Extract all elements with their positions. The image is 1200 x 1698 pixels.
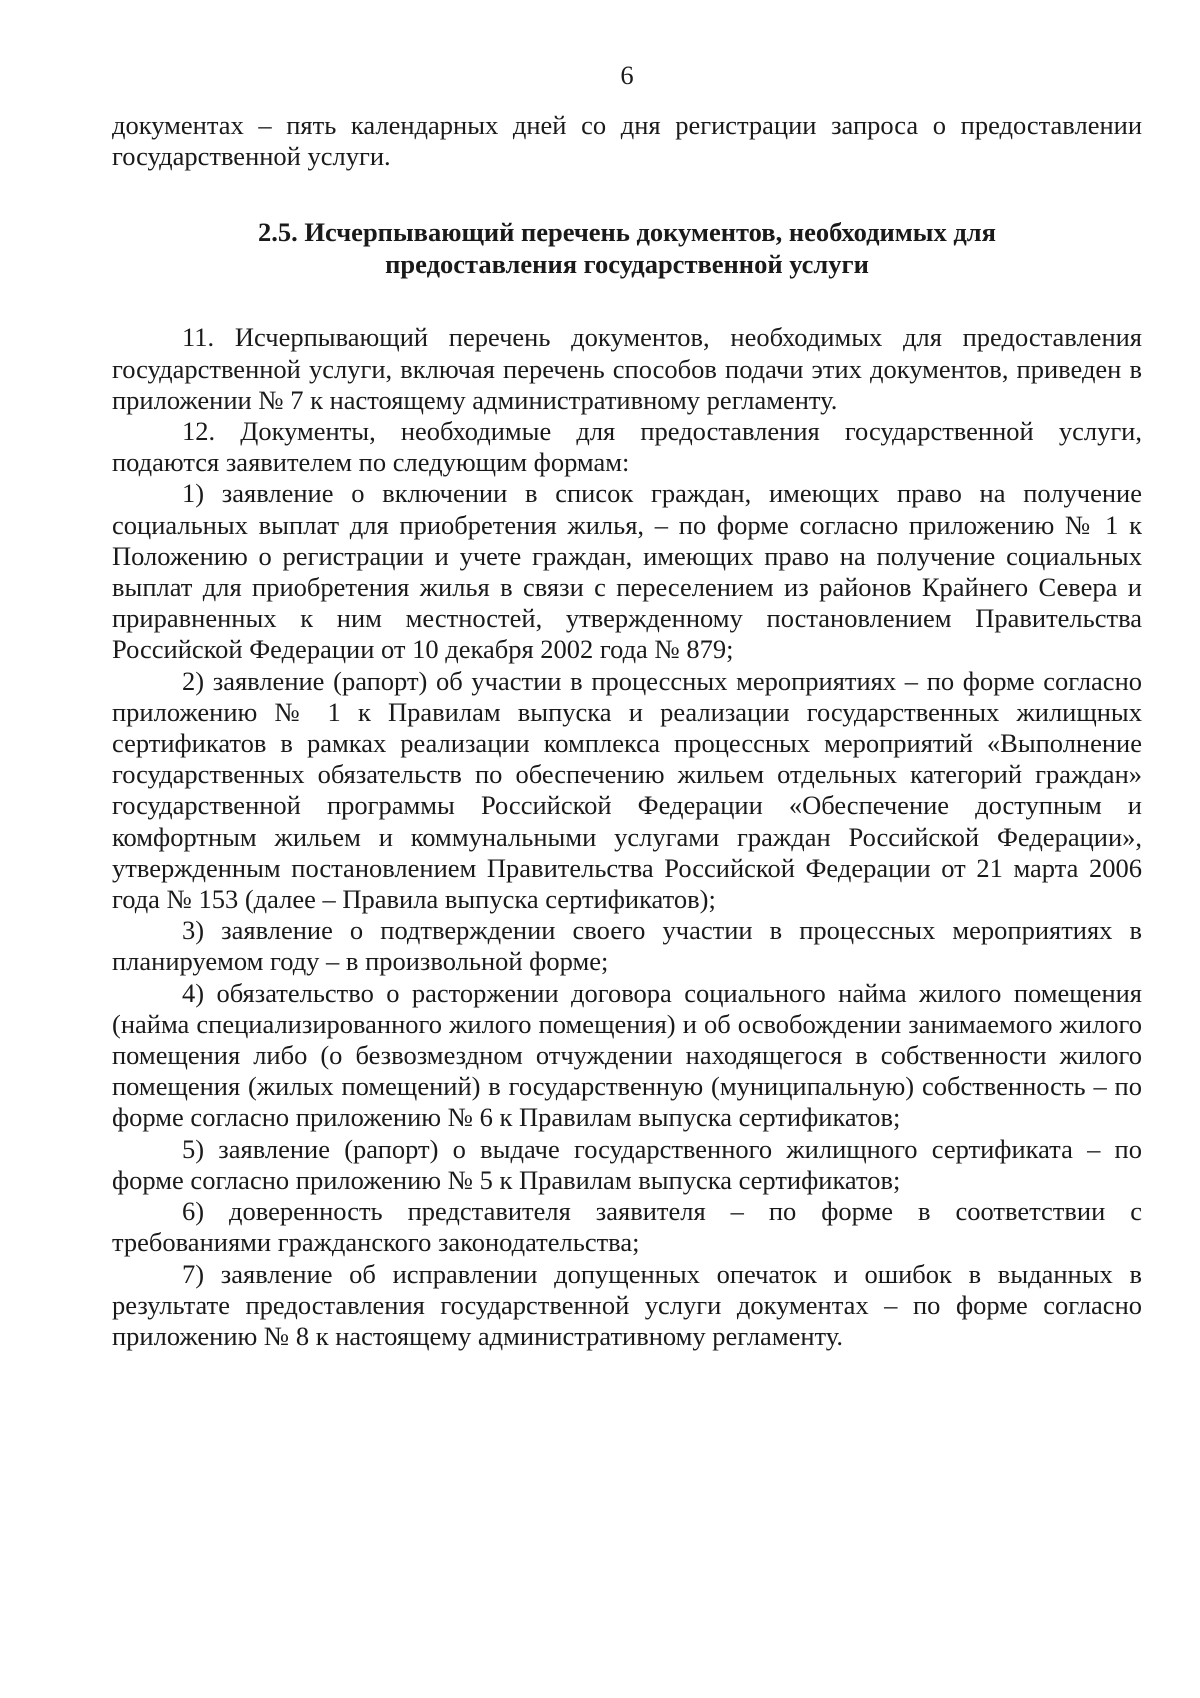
- section-heading-line-1: 2.5. Исчерпывающий перечень документов, необходимых для: [258, 217, 996, 248]
- paragraph-12: 12. Документы, необходимые для предоставления государственной услуги, подаются заявителем по следующим формам:: [112, 416, 1142, 478]
- paragraph-11: 11. Исчерпывающий перечень документов, необходимых для предоставления государственной услуги, включая перечень способов подачи этих документов, приведен в приложении № 7 к настоящему административному регламенту.: [112, 322, 1142, 415]
- page-number: 6: [620, 60, 634, 90]
- section-heading: [112, 216, 1142, 280]
- list-item-3: 3) заявление о подтверждении своего участии в процессных мероприятиях в планируемом году – в произвольной форме;: [112, 915, 1142, 977]
- paragraph-continuation: документах – пять календарных дней со дня регистрации запроса о предоставлении государственной услуги.: [112, 110, 1142, 172]
- section-heading-line-2: предоставления государственной услуги: [385, 249, 869, 280]
- list-item-7: 7) заявление об исправлении допущенных опечаток и ошибок в выданных в результате предоставления государственной услуги документах – по форме согласно приложению № 8 к настоящему административному регламенту.: [112, 1258, 1142, 1351]
- list-item-2: 2) заявление (рапорт) об участии в процессных мероприятиях – по форме согласно приложению № 1 к Правилам выпуска и реализации государственных жилищных сертификатов в рамках реализации комплекса процессных мероприятий «Выполнение государственных обязательств по обеспечению жильем отдельных категорий граждан» государственной программы Российской Федерации «Обеспечение доступным и комфортным жильем и коммунальными услугами граждан Российской Федерации», утвержденным постановлением Правительства Российской Федерации от 21 марта 2006 года № 153 (далее – Правила выпуска сертификатов);: [112, 665, 1142, 915]
- list-item-1: 1) заявление о включении в список граждан, имеющих право на получение социальных выплат для приобретения жилья, – по форме согласно приложению № 1 к Положению о регистрации и учете граждан, имеющих право на получение социальных выплат для приобретения жилья в связи с переселением из районов Крайнего Севера и приравненных к ним местностей, утвержденному постановлением Правительства Российской Федерации от 10 декабря 2002 года № 879;: [112, 478, 1142, 665]
- list-item-5: 5) заявление (рапорт) о выдаче государственного жилищного сертификата – по форме согласно приложению № 5 к Правилам выпуска сертификатов;: [112, 1133, 1142, 1195]
- document-page: [112, 60, 1142, 1352]
- list-item-6: 6) доверенность представителя заявителя – по форме в соответствии с требованиями гражданского законодательства;: [112, 1196, 1142, 1258]
- list-item-4: 4) обязательство о расторжении договора социального найма жилого помещения (найма специализированного жилого помещения) и об освобождении занимаемого жилого помещения либо (о безвозмездном отчуждении находящегося в собственности жилого помещения (жилых помещений) в государственную (муниципальную) собственность – по форме согласно приложению № 6 к Правилам выпуска сертификатов;: [112, 977, 1142, 1133]
